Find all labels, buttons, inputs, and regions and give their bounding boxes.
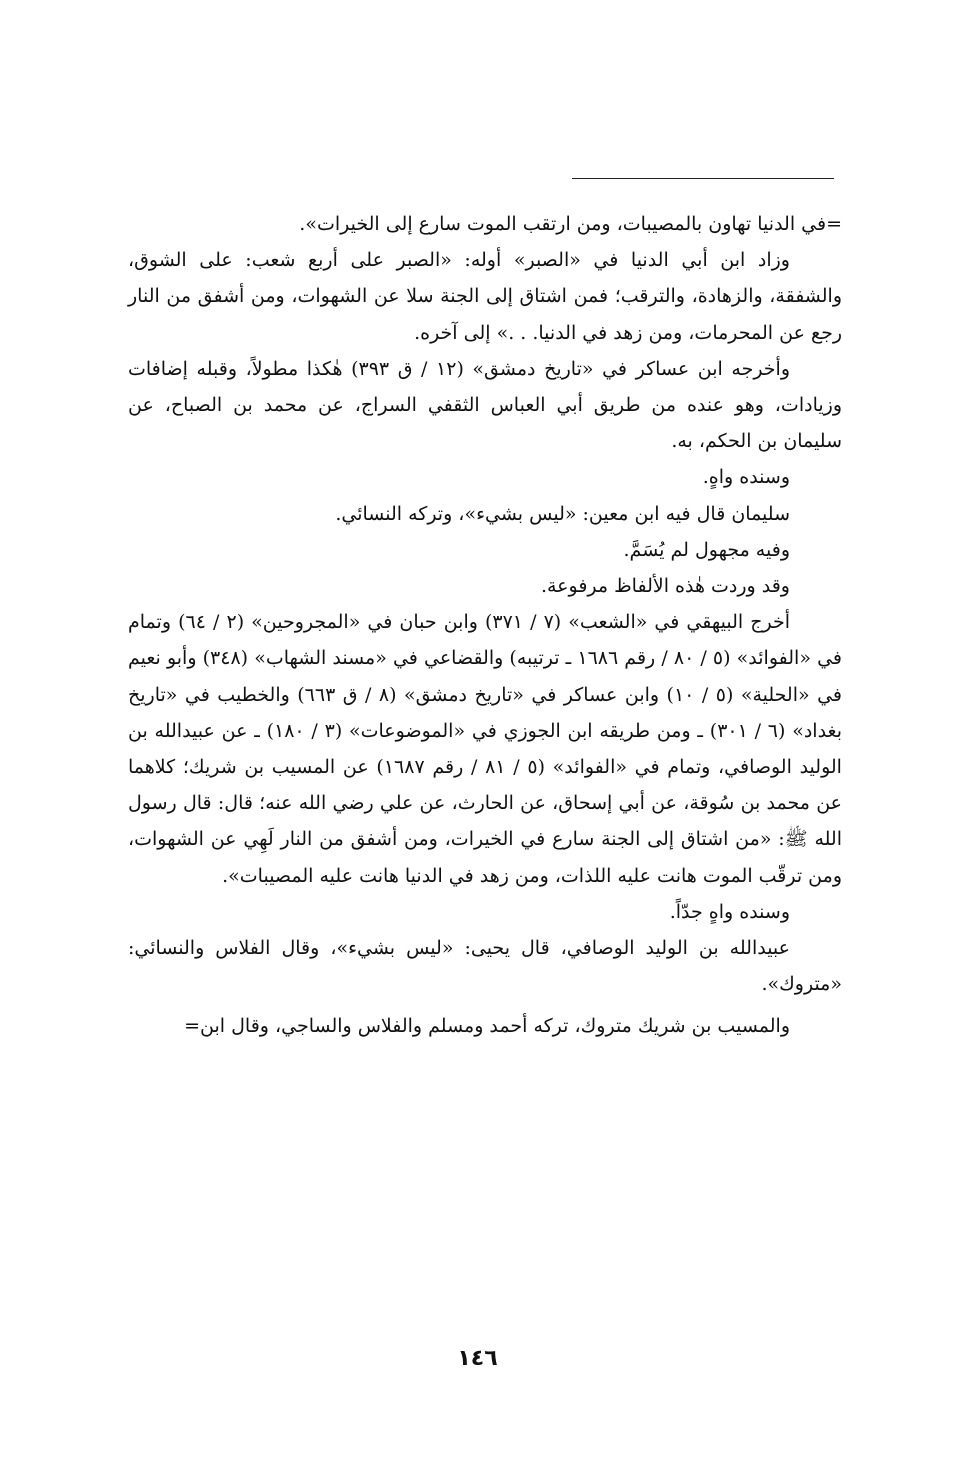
paragraph-ibn-asakir: وأخرجه ابن عساكر في «تاريخ دمشق» (١٢ / ق ٣٩٣) هٰكذا مطولاً، وقبله إضافات وزيادات، وهو عنده من طريق أبي العباس الثقفي السراج، عن محمد بن الصباح، عن سليمان بن الحكم، به. <box>128 357 842 453</box>
paragraph-ibn-abi-dunya: وزاد ابن أبي الدنيا في «الصبر» أوله: «الصبر على أربع شعب: على الشوق، والشفقة، والزهادة، والترقب؛ فمن اشتاق إلى الجنة سلا عن الشهوات، ومن أشفق من النار رجع عن المحرمات، ومن زهد في الدنيا. . .» إلى آخره. <box>128 249 842 344</box>
paragraph-takhrij: أخرج البيهقي في «الشعب» (٧ / ٣٧١) وابن حبان في «المجروحين» (٢ / ٦٤) وتمام في «الفوائد» (٥ / ٨٠ / رقم ١٦٨٦ ـ ترتيبه) والقضاعي في «مسند الشهاب» (٣٤٨) وأبو نعيم في «الحلية» (٥ / ١٠) وابن عساكر في «تاريخ دمشق» (٨ / ق ٦٦٣) والخطيب في «تاريخ بغداد» (٦ / ٣٠١) ـ ومن طريقه ابن الجوزي في «الموضوعات» (٣ / ١٨٠) ـ عن عبيدالله بن الوليد الوصافي، وتمام في «الفوائد» (٥ / ٨١ / رقم ١٦٨٧) عن المسيب بن شريك؛ كلاهما عن محمد بن سُوقة، عن أبي إسحاق، عن الحارث، عن علي رضي الله عنه؛ قال: قال رسول الله ﷺ: «من اشتاق إلى الجنة سارع في الخيرات، ومن أشفق من النار لَهِي عن الشهوات، ومن ترقّب الموت هانت عليه اللذات، ومن زهد في الدنيا هانت عليه المصيبات». <box>128 611 843 887</box>
paragraph-sanad-weak: وسنده واهٍ. <box>702 466 790 489</box>
paragraph-wassafi: عبيدالله بن الوليد الوصافي، قال يحيى: «ليس بشيء»، وقال الفلاس والنسائي: «متروك». <box>128 937 842 996</box>
page-number: ١٤٦ <box>457 1346 498 1371</box>
footnote-separator-rule <box>572 178 834 179</box>
paragraph-continuation: =في الدنيا تهاون بالمصيبات، ومن ارتقب الموت سارع إلى الخيرات». <box>299 213 842 235</box>
paragraph-musayyib: والمسيب بن شريك متروك، تركه أحمد ومسلم والفلاس والساجي، وقال ابن= <box>184 1015 790 1038</box>
paragraph-sulayman: سليمان قال فيه ابن معين: «ليس بشيء»، وتركه النسائي. <box>335 502 790 525</box>
paragraph-majhul: وفيه مجهول لم يُسَمَّ. <box>623 538 790 561</box>
paragraph-marfu: وقد وردت هٰذه الألفاظ مرفوعة. <box>540 575 790 598</box>
paragraph-sanad-very-weak: وسنده واهٍ جدّاً. <box>669 900 790 923</box>
footnote-text-block <box>128 206 842 1045</box>
